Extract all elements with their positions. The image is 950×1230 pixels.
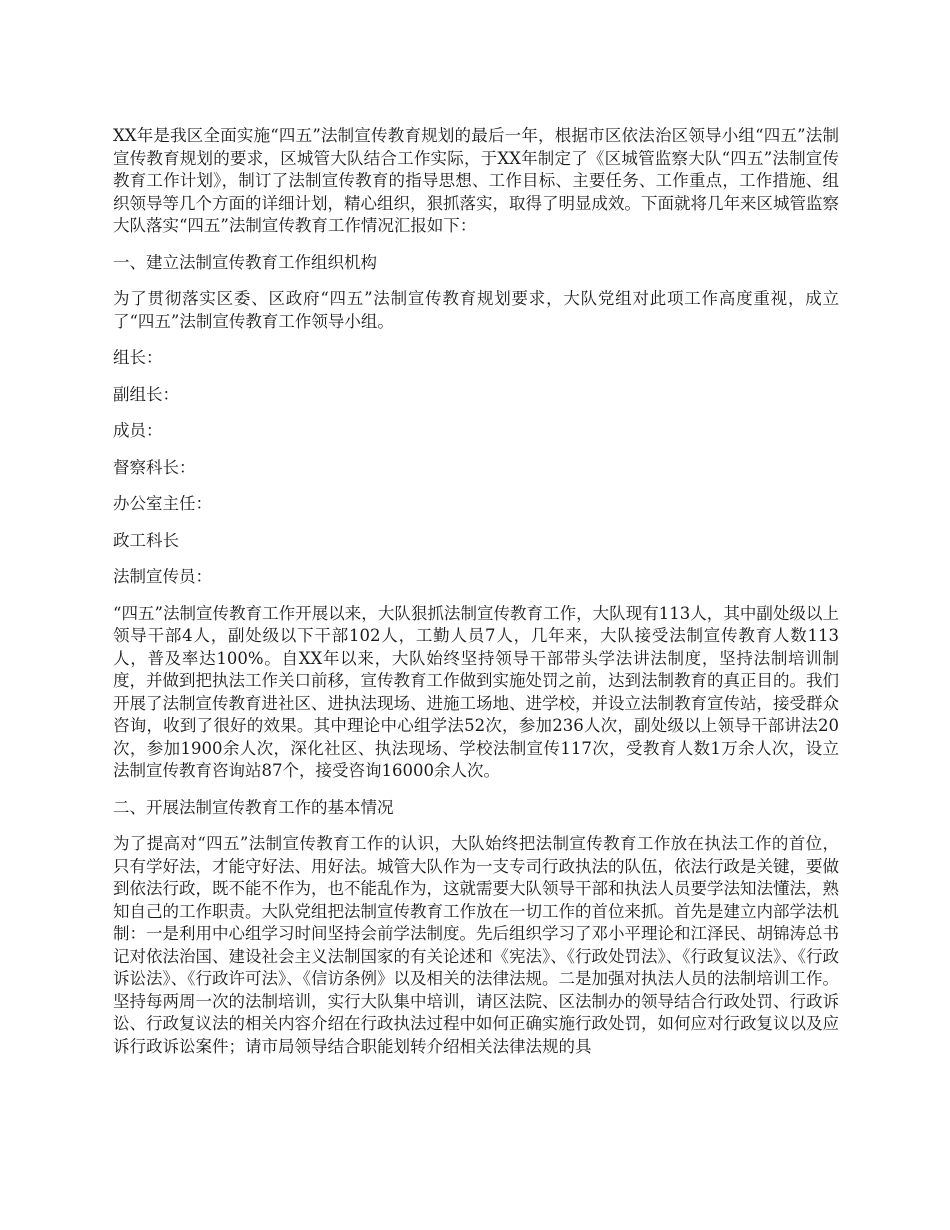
inspection-chief-field: 督察科长： — [113, 457, 196, 477]
section-1-paragraph: 为了贯彻落实区委、区政府“四五”法制宣传教育规划要求，大队党组对此项工作高度重视，成立了“四五”法制宣传教育工作领导小组。 — [113, 289, 839, 331]
member-field: 成员： — [113, 421, 163, 440]
deputy-leader-field: 副组长： — [113, 384, 179, 404]
publicist-field: 法制宣传员： — [113, 567, 212, 586]
intro-paragraph: XX年是我区全面实施“四五”法制宣传教育规划的最后一年，根据市区依法治区领导小组“四五”法制宣传教育规划的要求，区城管大队结合工作实际，于XX年制定了《区城管监察大队“四五”法制宣传教育工作计划》，制订了法制宣传教育的指导思想、工作目标、主要任务、工作重点，工作措施、组织领导等几个方面的详细计划，精心组织，狠抓落实，取得了明显成效。下面就将几年来区城管监察大队落实“四五”法制宣传教育工作情况汇报如下： — [113, 126, 839, 235]
political-chief-field: 政工科长 — [113, 530, 179, 550]
section-1-heading: 一、建立法制宣传教育工作组织机构 — [113, 252, 377, 272]
document-page — [113, 125, 839, 1072]
statistics-paragraph: “四五”法制宣传教育工作开展以来，大队狠抓法制宣传教育工作，大队现有113人，其中副处级以上领导干部4人，副处级以下干部102人，工勤人员7人，几年来，大队接受法制宣传教育人数113人，普及率达100%。自XX年以来，大队始终坚持领导干部带头学法讲法制度，坚持法制培训制度，并做到把执法工作关口前移，宣传教育工作做到实施处罚之前，达到法制教育的真正目的。我们开展了法制宣传教育进社区、进执法现场、进施工场地、进学校，并设立法制教育宣传站，接受群众咨询，收到了很好的效果。其中理论中心组学法52次，参加236人次，副处级以上领导干部讲法20次，参加1900余人次，深化社区、执法现场、学校法制宣传117次，受教育人数1万余人次，设立法制宣传教育咨询站87个，接受咨询16000余人次。 — [113, 603, 839, 780]
section-2-paragraph: 为了提高对“四五”法制宣传教育工作的认识，大队始终把法制宣传教育工作放在执法工作的首位，只有学好法，才能守好法、用好法。城管大队作为一支专司行政执法的队伍，依法行政是关键，要做到依法行政，既不能不作为，也不能乱作为，这就需要大队领导干部和执法人员要学法知法懂法，熟知自己的工作职责。大队党组把法制宣传教育工作放在一切工作的首位来抓。首先是建立内部学法机制：一是利用中心组学习时间坚持会前学法制度。先后组织学习了邓小平理论和江泽民、胡锦涛总书记对依法治国、建设社会主义法制国家的有关论述和《宪法》、《行政处罚法》、《行政复议法》、《行政诉讼法》、《行政许可法》、《信访条例》以及相关的法律法规。二是加强对执法人员的法制培训工作。坚持每两周一次的法制培训，实行大队集中培训，请区法院、区法制办的领导结合行政处罚、行政诉讼、行政复议法的相关内容介绍在行政执法过程中如何正确实施行政处罚，如何应对行政复议以及应诉行政诉讼案件；请市局领导结合职能划转介绍相关法律法规的具 — [113, 834, 839, 1056]
section-2-heading: 二、开展法制宣传教育工作的基本情况 — [113, 797, 394, 817]
leader-field: 组长： — [113, 348, 163, 367]
office-director-field: 办公室主任： — [113, 494, 212, 513]
